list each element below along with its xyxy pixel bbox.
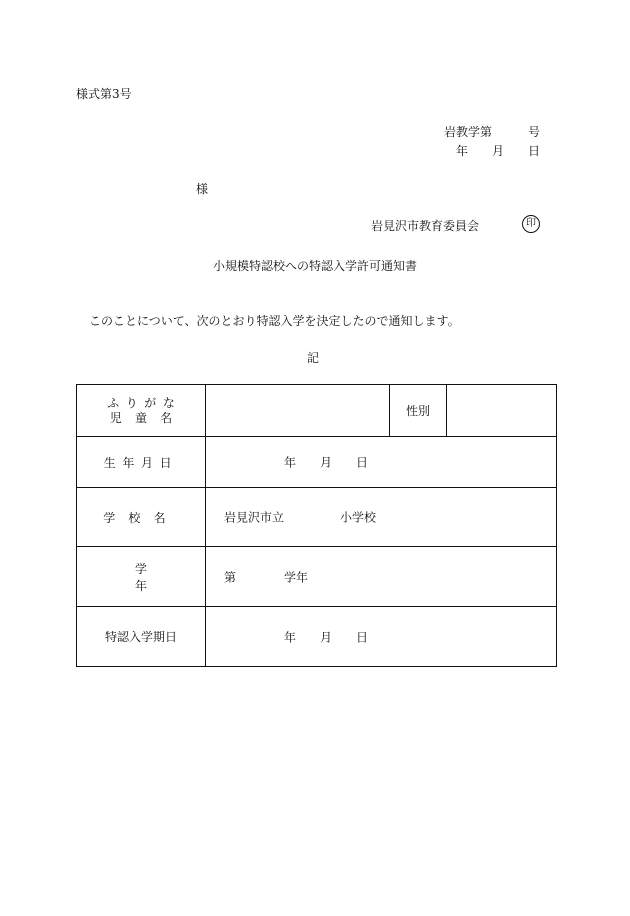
birthdate-label: 生年月日 — [77, 437, 206, 488]
table-row-name — [77, 385, 557, 437]
name-label-cell — [77, 385, 206, 437]
seal-icon: 印 — [522, 215, 540, 233]
gender-label: 性別 — [390, 385, 447, 437]
table-row-school — [77, 488, 557, 547]
furigana-label: ふりがな — [107, 395, 182, 410]
document-number-label: 岩教学第 — [444, 125, 493, 139]
entry-date-label: 特認入学期日 — [77, 607, 206, 667]
school-label: 学校名 — [77, 488, 206, 547]
table-row-grade — [77, 547, 557, 607]
school-suffix: 小学校 — [340, 510, 377, 525]
issue-date-day: 日 — [528, 144, 541, 158]
name-label: 児童名 — [109, 410, 186, 425]
issue-date-year: 年 — [456, 144, 469, 158]
grade-suffix: 学年 — [284, 570, 309, 584]
birthdate-month: 月 — [320, 455, 333, 470]
entry-date-value-cell[interactable] — [206, 607, 557, 667]
birthdate-day: 日 — [356, 455, 369, 470]
document-title: 小規模特認校への特認入学許可通知書 — [213, 259, 418, 273]
recipient-honorific: 様 — [196, 182, 209, 196]
school-value-cell[interactable] — [206, 488, 557, 547]
entry-date-year: 年 — [284, 630, 297, 644]
info-table — [76, 384, 557, 667]
table-row-birthdate — [77, 437, 557, 488]
body-text: このことについて、次のとおり特認入学を決定したので通知します。 — [89, 314, 460, 328]
ki-label: 記 — [307, 351, 320, 365]
issuer-name: 岩見沢市教育委員会 — [371, 219, 480, 233]
form-number: 様式第3号 — [76, 87, 132, 101]
grade-value-cell[interactable] — [206, 547, 557, 607]
document-number-suffix: 号 — [528, 125, 541, 139]
grade-prefix: 第 — [224, 570, 237, 584]
name-value-cell[interactable] — [206, 385, 390, 437]
school-prefix: 岩見沢市立 — [224, 510, 285, 525]
birthdate-value-cell[interactable] — [206, 437, 557, 488]
table-row-entry-date — [77, 607, 557, 667]
grade-label: 学年 — [77, 547, 206, 607]
entry-date-day: 日 — [356, 630, 369, 644]
issue-date-month: 月 — [492, 144, 505, 158]
entry-date-month: 月 — [320, 630, 333, 644]
birthdate-year: 年 — [284, 455, 297, 470]
gender-value-cell[interactable] — [447, 385, 557, 437]
